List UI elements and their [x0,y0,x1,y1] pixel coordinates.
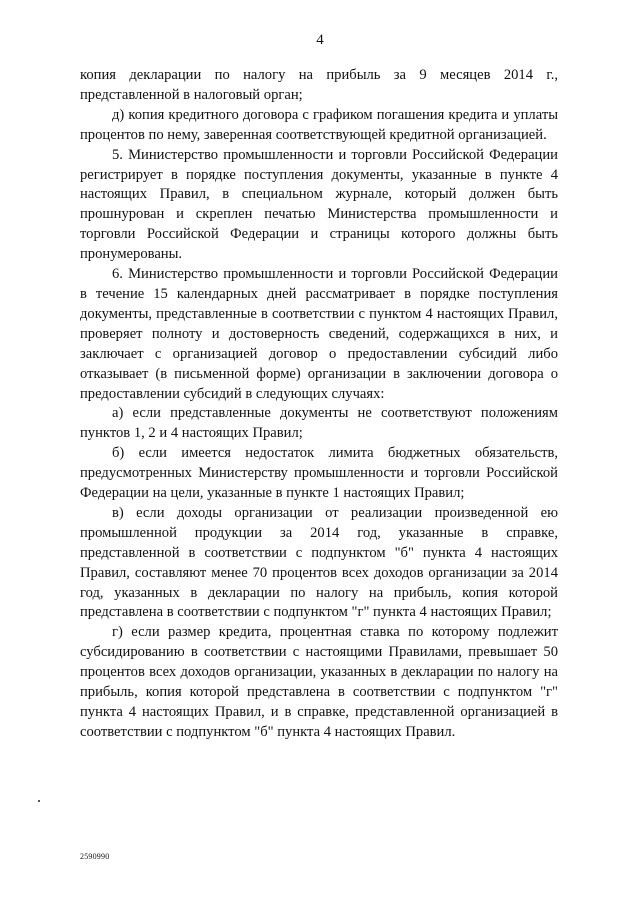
paragraph-item-a: а) если представленные документы не соответствуют положениям пунктов 1, 2 и 4 настоящих Правил; [80,405,558,442]
paragraph-continuation-declaration: копия декларации по налогу на прибыль за 9 месяцев 2014 г., представленной в налоговый орган; [80,67,558,103]
paragraph-item-b: б) если имеется недостаток лимита бюджетных обязательств, предусмотренных Министерству промышленности и торговли Российской Федерации на цели, указанные в пункте 1 настоящих Правил; [80,445,558,502]
scan-speck [38,800,40,802]
page-number: 4 [316,32,324,48]
paragraph-clause-5: 5. Министерство промышленности и торговли Российской Федерации регистрирует в порядке поступления документы, указанные в пункте 4 настоящих Правил, в специальном журнале, который должен быть прошнурован и скреплен печатью Министерства промышленности и торговли Российской Федерации и страницы которого должны быть пронумерованы. [80,146,558,263]
paragraph-item-d: д) копия кредитного договора с графиком погашения кредита и уплаты процентов по нему, заверенная соответствующей кредитной организацией. [80,106,558,143]
document-code: 2590990 [80,852,110,861]
document-body [80,66,558,743]
paragraph-clause-6: 6. Министерство промышленности и торговли Российской Федерации в течение 15 календарных дней рассматривает в порядке поступления документы, представленные в соответствии с пунктом 4 настоящих Правил, проверяет полноту и достоверность сведений, содержащихся в них, и заключает с организацией договор о предоставлении субсидий либо отказывает (в письменной форме) организации в заключении договора о предоставлении субсидий в следующих случаях: [80,266,558,402]
paragraph-item-g: г) если размер кредита, процентная ставка по которому подлежит субсидированию в соответствии с настоящими Правилами, превышает 50 процентов всех доходов организации, указанных в декларации по налогу на прибыль, копия которой представлена в соответствии с подпунктом "г" пункта 4 настоящих Правил, и в справке, представленной организацией в соответствии с подпунктом "б" пункта 4 настоящих Правил. [80,624,558,740]
paragraph-item-v: в) если доходы организации от реализации произведенной ею промышленной продукции за 2014 год, указанные в справке, представленной в соответствии с подпунктом "б" пункта 4 настоящих Правил, составляют менее 70 процентов всех доходов организации за 2014 год, указанных в декларации по налогу на прибыль, копия которой представлена в соответствии с подпунктом "г" пункта 4 настоящих Правил; [80,504,558,621]
